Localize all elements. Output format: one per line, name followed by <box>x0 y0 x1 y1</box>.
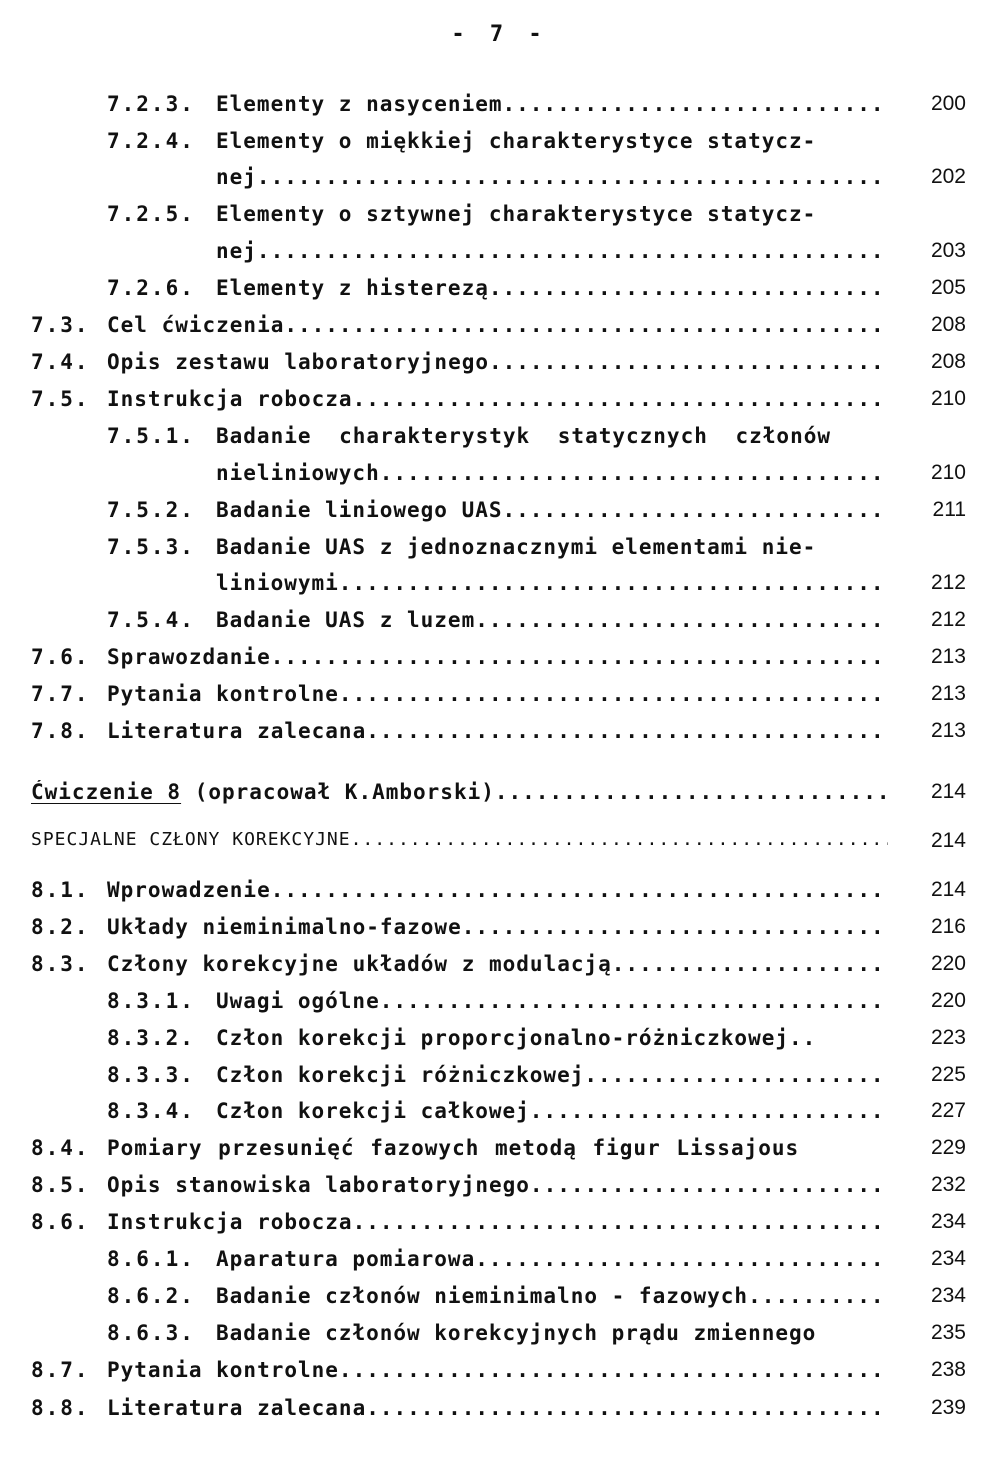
entry-title-continuation: liniowymi <box>216 571 342 595</box>
entry-number: 7.5.2. <box>107 498 195 522</box>
entry-page: 220 <box>930 952 966 975</box>
entry-page: 213 <box>930 719 966 742</box>
entry-page: 229 <box>930 1136 966 1159</box>
chapter-author: (opracował K.Amborski) <box>181 780 495 804</box>
toc-entry-continuation <box>0 239 999 271</box>
entry-page: 212 <box>930 571 966 594</box>
section-heading: SPECJALNE CZŁONY KOREKCYJNE <box>31 829 354 850</box>
toc-entry <box>0 1136 999 1168</box>
entry-number: 8.2. <box>31 915 90 939</box>
toc-entry-continuation <box>0 165 999 197</box>
entry-title: Badanie członów nieminimalno - fazowych <box>216 1284 751 1308</box>
entry-page: 203 <box>930 239 966 262</box>
entry-number: 7.2.5. <box>107 202 195 226</box>
entry-number: 7.4. <box>31 350 90 374</box>
entry-title: Badanie UAS z luzem <box>216 608 478 632</box>
entry-number: 7.3. <box>31 313 90 337</box>
entry-title: Instrukcja robocza <box>107 387 356 411</box>
entry-page: 225 <box>930 1063 966 1086</box>
entry-title: Pytania kontrolne <box>107 682 342 706</box>
toc-entry <box>0 719 999 751</box>
toc-entry <box>0 645 999 677</box>
toc-entry <box>0 1210 999 1242</box>
entry-page: 212 <box>930 608 966 631</box>
entry-page: 235 <box>930 1321 966 1344</box>
entry-number: 7.2.3. <box>107 92 195 116</box>
toc-entry <box>0 1358 999 1390</box>
entry-number: 8.6.1. <box>107 1247 195 1271</box>
entry-number: 8.6.3. <box>107 1321 195 1345</box>
toc-entry <box>0 952 999 984</box>
entry-title: Elementy z histerezą <box>216 276 492 300</box>
toc-entry-continuation <box>0 461 999 493</box>
toc-entry <box>0 1173 999 1205</box>
entry-number: 8.3. <box>31 952 90 976</box>
entry-number: 8.3.1. <box>107 989 195 1013</box>
entry-number: 7.2.6. <box>107 276 195 300</box>
entry-page: 234 <box>930 1284 966 1307</box>
toc-entry <box>0 202 999 234</box>
entry-page: 211 <box>932 498 966 521</box>
entry-page: 234 <box>930 1210 966 1233</box>
entry-number: 8.7. <box>31 1358 90 1382</box>
entry-number: 7.5.4. <box>107 608 195 632</box>
toc-entry <box>0 498 999 530</box>
toc-entry <box>0 608 999 640</box>
entry-title: Aparatura pomiarowa <box>216 1247 478 1271</box>
toc-entry <box>0 535 999 567</box>
toc-entry <box>0 1026 999 1058</box>
toc-chapter-entry <box>0 780 999 812</box>
entry-title: Człon korekcji całkowej <box>216 1099 533 1123</box>
entry-number: 7.7. <box>31 682 90 706</box>
toc-entry <box>0 313 999 345</box>
entry-title: Badanie charakterystyk statycznych członów <box>216 424 832 448</box>
entry-number: 7.2.4. <box>107 129 195 153</box>
entry-page: 214 <box>930 878 966 901</box>
toc-entry <box>0 1099 999 1131</box>
entry-number: 8.4. <box>31 1136 90 1160</box>
entry-title: Uwagi ogólne <box>216 989 383 1013</box>
entry-number: 8.3.4. <box>107 1099 195 1123</box>
entry-number: 8.3.3. <box>107 1063 195 1087</box>
entry-page: 208 <box>930 313 966 336</box>
entry-number: 8.1. <box>31 878 90 902</box>
entry-title-continuation: nej <box>216 165 260 189</box>
entry-title: Literatura zalecana <box>107 719 369 743</box>
entry-number: 7.6. <box>31 645 90 669</box>
toc-entry <box>0 424 999 456</box>
toc-entry <box>0 1247 999 1279</box>
entry-page: 238 <box>930 1358 966 1381</box>
entry-page: 205 <box>930 276 966 299</box>
page-number: - 7 - <box>451 22 548 47</box>
entry-page: 213 <box>930 645 966 668</box>
entry-title-continuation: nej <box>216 239 260 263</box>
toc-entry <box>0 387 999 419</box>
entry-title: Pytania kontrolne <box>107 1358 342 1382</box>
toc-entry <box>0 1284 999 1316</box>
entry-page: 214 <box>930 829 966 852</box>
toc-entry-continuation <box>0 571 999 603</box>
entry-number: 8.8. <box>31 1396 90 1420</box>
entry-number: 8.6.2. <box>107 1284 195 1308</box>
entry-page: 239 <box>930 1396 966 1419</box>
toc-section-entry <box>0 829 999 861</box>
entry-title: Badanie liniowego UAS <box>216 498 506 522</box>
entry-title: Literatura zalecana <box>107 1396 369 1420</box>
toc-entry <box>0 92 999 124</box>
entry-title: Instrukcja robocza <box>107 1210 356 1234</box>
entry-title: Pomiary przesunięć fazowych metodą figur Lissajous <box>107 1136 800 1160</box>
entry-title: Elementy o sztywnej charakterystyce statycz- <box>216 202 817 226</box>
toc-entry <box>0 915 999 947</box>
chapter-heading: Ćwiczenie 8 <box>31 780 182 804</box>
entry-page: 208 <box>930 350 966 373</box>
entry-number: 7.5.1. <box>107 424 195 448</box>
entry-number: 8.5. <box>31 1173 90 1197</box>
entry-title: Badanie członów korekcyjnych prądu zmiennego <box>216 1321 817 1345</box>
entry-page: 210 <box>930 461 966 484</box>
entry-title-continuation: nieliniowych <box>216 461 383 485</box>
entry-title: Elementy z nasyceniem <box>216 92 506 116</box>
toc-entry <box>0 1396 999 1428</box>
entry-page: 234 <box>930 1247 966 1270</box>
entry-title: Sprawozdanie <box>107 645 274 669</box>
entry-title: Elementy o miękkiej charakterystyce statycz- <box>216 129 817 153</box>
entry-title: Wprowadzenie <box>107 878 274 902</box>
entry-page: 200 <box>930 92 966 115</box>
entry-page: 213 <box>930 682 966 705</box>
toc-entry <box>0 129 999 161</box>
entry-title: Opis stanowiska laboratoryjnego <box>107 1173 533 1197</box>
toc-entry <box>0 989 999 1021</box>
toc-entry <box>0 1063 999 1095</box>
toc-entry <box>0 878 999 910</box>
entry-title: Badanie UAS z jednoznacznymi elementami nie- <box>216 535 817 559</box>
entry-number: 7.5.3. <box>107 535 195 559</box>
entry-title: Człon korekcji proporcjonalno-różniczkowej.. <box>216 1026 817 1050</box>
toc-entry <box>0 276 999 308</box>
entry-title: Człon korekcji różniczkowej <box>216 1063 587 1087</box>
entry-page: 232 <box>930 1173 966 1196</box>
entry-page: 210 <box>930 387 966 410</box>
entry-page: 223 <box>930 1026 966 1049</box>
toc-entry <box>0 682 999 714</box>
entry-page: 202 <box>930 165 966 188</box>
entry-number: 7.8. <box>31 719 90 743</box>
entry-title: Cel ćwiczenia <box>107 313 287 337</box>
entry-number: 8.6. <box>31 1210 90 1234</box>
entry-title: Układy nieminimalno-fazowe <box>107 915 465 939</box>
entry-page: 216 <box>930 915 966 938</box>
entry-title: Opis zestawu laboratoryjnego <box>107 350 492 374</box>
entry-page: 227 <box>930 1099 966 1122</box>
entry-number: 7.5. <box>31 387 90 411</box>
entry-page: 220 <box>930 989 966 1012</box>
entry-number: 8.3.2. <box>107 1026 195 1050</box>
entry-title: Człony korekcyjne układów z modulacją <box>107 952 615 976</box>
toc-entry <box>0 1321 999 1353</box>
toc-entry <box>0 350 999 382</box>
entry-page: 214 <box>930 780 966 803</box>
